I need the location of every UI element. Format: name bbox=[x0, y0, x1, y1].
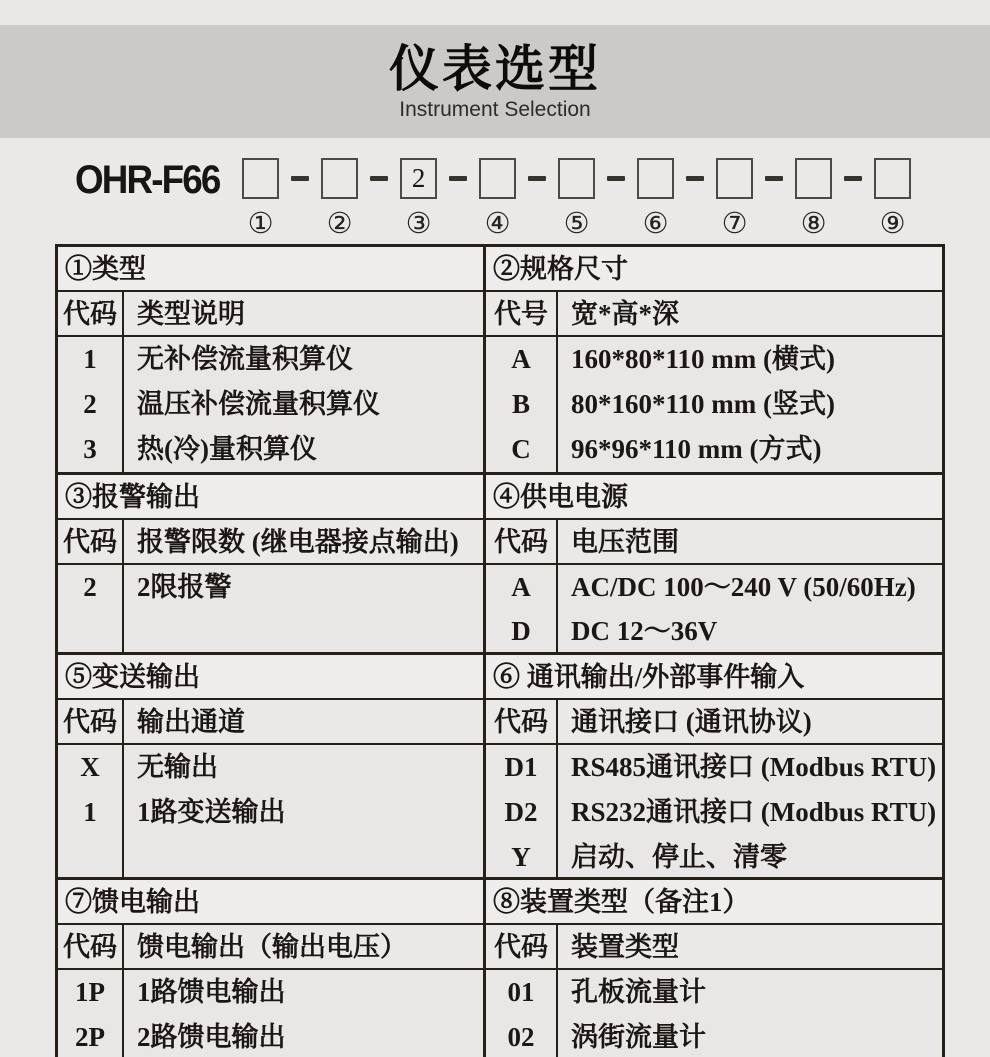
section-feed-power bbox=[58, 880, 486, 1057]
col-header-desc: 装置类型 bbox=[571, 932, 679, 962]
desc-value: 热(冷)量积算仪 bbox=[137, 434, 317, 464]
section-data bbox=[58, 565, 483, 652]
desc-value: 孔板流量计 bbox=[571, 977, 706, 1007]
top-strip bbox=[0, 0, 990, 25]
desc-value: 1路变送输出 bbox=[137, 797, 286, 827]
section-subheader bbox=[486, 292, 942, 337]
dash-icon bbox=[765, 176, 783, 181]
code-value: 1 bbox=[83, 797, 97, 827]
col-header-code: 代码 bbox=[494, 707, 548, 737]
section-subheader bbox=[58, 292, 483, 337]
code-position-3 bbox=[400, 158, 437, 240]
section-type bbox=[58, 247, 486, 472]
code-value: D1 bbox=[504, 752, 538, 782]
code-value: 2 bbox=[83, 389, 97, 419]
code-box-2 bbox=[321, 158, 358, 199]
section-device-type bbox=[486, 880, 942, 1057]
desc-value: 2路馈电输出 bbox=[137, 1022, 286, 1052]
model-code-boxes bbox=[242, 158, 911, 240]
code-value: 2P bbox=[75, 1022, 105, 1052]
section-subheader bbox=[58, 520, 483, 565]
code-value: A bbox=[511, 344, 531, 374]
section-comm bbox=[486, 655, 942, 877]
code-box-1 bbox=[242, 158, 279, 199]
table-row-sections-7-8 bbox=[58, 880, 942, 1057]
col-header-desc: 宽*高*深 bbox=[571, 299, 679, 329]
table-row-sections-3-4 bbox=[58, 475, 942, 655]
section-data bbox=[486, 970, 942, 1057]
code-label-7: ⑦ bbox=[721, 208, 748, 240]
code-position-5 bbox=[558, 158, 595, 240]
table-row-sections-5-6 bbox=[58, 655, 942, 880]
code-value: D bbox=[511, 616, 531, 646]
col-header-code: 代码 bbox=[63, 299, 117, 329]
desc-value: 启动、停止、清零 bbox=[571, 842, 787, 872]
code-position-9 bbox=[874, 158, 911, 240]
code-box-7 bbox=[716, 158, 753, 199]
desc-value: 80*160*110 mm (竖式) bbox=[571, 389, 835, 419]
table-row-sections-1-2 bbox=[58, 247, 942, 475]
model-code-row bbox=[0, 138, 990, 244]
col-header-desc: 报警限数 (继电器接点输出) bbox=[137, 527, 459, 557]
dash-icon bbox=[844, 176, 862, 181]
code-value: 2 bbox=[83, 572, 97, 602]
section-title: ⑦馈电输出 bbox=[58, 880, 483, 925]
section-title: ②规格尺寸 bbox=[486, 247, 942, 292]
col-header-desc: 类型说明 bbox=[137, 299, 245, 329]
desc-value: RS232通讯接口 (Modbus RTU) bbox=[571, 797, 937, 827]
page-title: 仪表选型 bbox=[389, 41, 601, 97]
section-subheader bbox=[486, 520, 942, 565]
section-title: ①类型 bbox=[58, 247, 483, 292]
code-position-7 bbox=[716, 158, 753, 240]
code-value: 01 bbox=[507, 977, 535, 1007]
code-box-3: 2 bbox=[400, 158, 437, 199]
section-data bbox=[58, 337, 483, 472]
dash-icon bbox=[449, 176, 467, 181]
selection-table bbox=[55, 244, 945, 1057]
code-label-9: ⑨ bbox=[879, 208, 906, 240]
page-subtitle: Instrument Selection bbox=[399, 98, 591, 121]
code-position-4 bbox=[479, 158, 516, 240]
section-title: ③报警输出 bbox=[58, 475, 483, 520]
section-power bbox=[486, 475, 942, 652]
dash-icon bbox=[528, 176, 546, 181]
dash-icon bbox=[370, 176, 388, 181]
col-header-code: 代码 bbox=[63, 707, 117, 737]
dash-icon bbox=[686, 176, 704, 181]
dash-icon bbox=[291, 176, 309, 181]
desc-value: 1路馈电输出 bbox=[137, 977, 286, 1007]
code-label-4: ④ bbox=[484, 208, 511, 240]
code-box-5 bbox=[558, 158, 595, 199]
desc-value: 2限报警 bbox=[137, 572, 232, 602]
code-label-8: ⑧ bbox=[800, 208, 827, 240]
section-title: ④供电电源 bbox=[486, 475, 942, 520]
section-size bbox=[486, 247, 942, 472]
desc-value: 涡街流量计 bbox=[571, 1022, 706, 1052]
section-alarm bbox=[58, 475, 486, 652]
desc-value: 96*96*110 mm (方式) bbox=[571, 434, 822, 464]
code-label-3: ③ bbox=[405, 208, 432, 240]
section-title: ⑤变送输出 bbox=[58, 655, 483, 700]
code-position-1 bbox=[242, 158, 279, 240]
code-value: D2 bbox=[504, 797, 538, 827]
code-value: B bbox=[511, 389, 530, 419]
section-data bbox=[486, 565, 942, 653]
title-band bbox=[0, 25, 990, 138]
section-data bbox=[58, 745, 483, 877]
section-data bbox=[486, 337, 942, 472]
section-data bbox=[58, 970, 483, 1057]
section-data bbox=[486, 745, 942, 880]
col-header-code: 代号 bbox=[494, 299, 548, 329]
code-value: Y bbox=[511, 842, 531, 872]
code-position-2 bbox=[321, 158, 358, 240]
col-header-desc: 通讯接口 (通讯协议) bbox=[571, 707, 812, 737]
code-label-2: ② bbox=[326, 208, 353, 240]
code-box-9 bbox=[874, 158, 911, 199]
code-box-4 bbox=[479, 158, 516, 199]
code-box-6 bbox=[637, 158, 674, 199]
col-header-code: 代码 bbox=[63, 932, 117, 962]
section-title: ⑥ 通讯输出/外部事件输入 bbox=[486, 655, 942, 700]
desc-value: 无输出 bbox=[137, 752, 218, 782]
code-label-1: ① bbox=[247, 208, 274, 240]
desc-value: 温压补偿流量积算仪 bbox=[137, 389, 380, 419]
code-label-5: ⑤ bbox=[563, 208, 590, 240]
code-value: C bbox=[511, 434, 531, 464]
col-header-code: 代码 bbox=[494, 932, 548, 962]
code-position-8 bbox=[795, 158, 832, 240]
desc-value: 160*80*110 mm (横式) bbox=[571, 344, 835, 374]
code-value: 02 bbox=[507, 1022, 535, 1052]
dash-icon bbox=[607, 176, 625, 181]
section-subheader bbox=[58, 700, 483, 745]
code-label-6: ⑥ bbox=[642, 208, 669, 240]
desc-value: DC 12～36V bbox=[571, 616, 718, 646]
code-position-6 bbox=[637, 158, 674, 240]
code-box-8 bbox=[795, 158, 832, 199]
desc-value: RS485通讯接口 (Modbus RTU) bbox=[571, 752, 937, 782]
code-value: 1 bbox=[83, 344, 97, 374]
section-subheader bbox=[486, 700, 942, 745]
col-header-code: 代码 bbox=[63, 527, 117, 557]
section-title: ⑧装置类型（备注1） bbox=[486, 880, 942, 925]
desc-value: 无补偿流量积算仪 bbox=[137, 344, 353, 374]
code-value: X bbox=[80, 752, 100, 782]
code-value: 1P bbox=[75, 977, 105, 1007]
col-header-desc: 输出通道 bbox=[137, 707, 245, 737]
section-subheader bbox=[486, 925, 942, 970]
code-value: A bbox=[511, 572, 531, 602]
desc-value: AC/DC 100～240 V (50/60Hz) bbox=[571, 572, 916, 602]
section-subheader bbox=[58, 925, 483, 970]
model-prefix: OHR-F66 bbox=[75, 158, 220, 202]
col-header-desc: 电压范围 bbox=[571, 527, 679, 557]
col-header-code: 代码 bbox=[494, 527, 548, 557]
code-value: 3 bbox=[83, 434, 97, 464]
col-header-desc: 馈电输出（输出电压） bbox=[137, 932, 407, 962]
section-transmit bbox=[58, 655, 486, 877]
